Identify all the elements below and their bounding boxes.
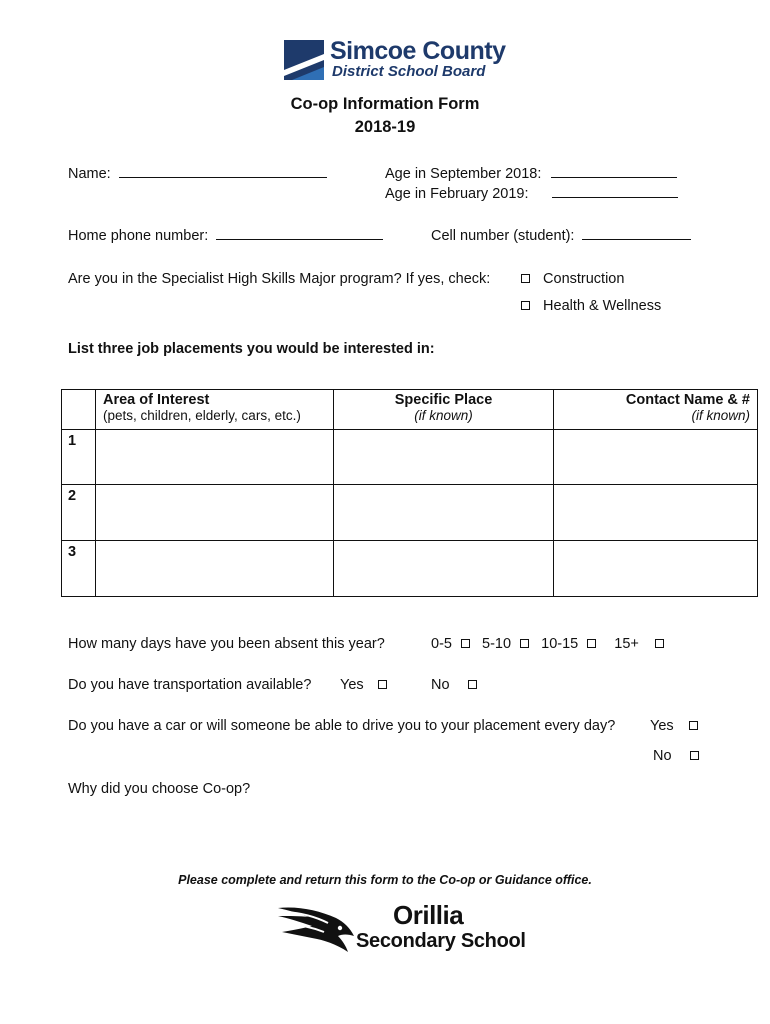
school-name: Orillia xyxy=(393,900,464,930)
area-cell[interactable] xyxy=(96,430,334,485)
construction-checkbox[interactable] xyxy=(521,274,530,283)
contact-cell[interactable] xyxy=(554,541,758,597)
transport-no xyxy=(431,676,477,694)
table-corner-cell xyxy=(62,390,96,430)
car-yes-checkbox[interactable] xyxy=(689,721,698,730)
home-phone-label: Home phone number: xyxy=(68,228,209,244)
place-cell[interactable] xyxy=(334,541,554,597)
health-wellness-checkbox[interactable] xyxy=(521,301,530,310)
shsm-option-construction xyxy=(521,270,624,288)
logo-name: Simcoe County xyxy=(330,37,506,65)
table-row xyxy=(62,430,758,485)
car-question: Do you have a car or will someone be able to drive you to your placement every day? xyxy=(68,718,616,734)
eagle-icon xyxy=(278,904,358,956)
home-phone-row xyxy=(68,225,383,245)
area-header xyxy=(96,390,334,430)
contact-header-title: Contact Name & # xyxy=(625,392,750,408)
table-row xyxy=(62,485,758,541)
placements-table xyxy=(61,389,758,597)
car-no-label: No xyxy=(653,748,672,764)
age-feb-row xyxy=(385,183,678,203)
form-year: 2018-19 xyxy=(354,118,416,136)
absence-option-label: 5-10 xyxy=(482,636,512,652)
absence-options xyxy=(431,635,664,653)
home-phone-field[interactable] xyxy=(216,225,383,240)
absence-question: How many days have you been absent this year? xyxy=(68,636,385,652)
cell-field[interactable] xyxy=(582,225,691,240)
shsm-option-health xyxy=(521,297,661,315)
place-cell[interactable] xyxy=(334,485,554,541)
car-yes xyxy=(650,717,698,735)
why-coop-question: Why did you choose Co-op? xyxy=(68,781,251,797)
area-header-sub: (pets, children, elderly, cars, etc.) xyxy=(103,408,301,423)
placements-heading: List three job placements you would be interested in: xyxy=(68,341,435,357)
transport-question: Do you have transportation available? xyxy=(68,677,312,693)
contact-header xyxy=(554,390,758,430)
name-row xyxy=(68,163,327,183)
age-sept-row xyxy=(385,163,677,183)
why-coop-answer-area[interactable] xyxy=(68,802,698,862)
car-yes-label: Yes xyxy=(650,718,674,734)
age-sept-field[interactable] xyxy=(551,163,677,178)
absence-option-label: 0-5 xyxy=(431,636,452,652)
contact-cell[interactable] xyxy=(554,430,758,485)
district-logo-mark xyxy=(284,40,324,80)
row-number: 3 xyxy=(62,541,96,597)
shsm-question: Are you in the Specialist High Skills Major program? If yes, check: xyxy=(68,271,491,287)
footer-note: Please complete and return this form to the Co-op or Guidance office. xyxy=(178,873,592,887)
transport-yes-label: Yes xyxy=(340,677,364,693)
name-label: Name: xyxy=(68,166,111,182)
health-wellness-label: Health & Wellness xyxy=(543,298,662,314)
transport-yes xyxy=(340,676,387,694)
construction-label: Construction xyxy=(543,271,625,287)
table-row xyxy=(62,541,758,597)
school-subname: Secondary School xyxy=(356,930,526,952)
absence-option-label: 10-15 xyxy=(541,636,579,652)
area-header-title: Area of Interest xyxy=(103,392,210,408)
car-no-checkbox[interactable] xyxy=(690,751,699,760)
cell-label: Cell number (student): xyxy=(431,228,575,244)
absence-option-label: 15+ xyxy=(614,636,639,652)
logo-subname: District School Board xyxy=(332,63,486,80)
name-field[interactable] xyxy=(119,163,327,178)
form-title: Co-op Information Form xyxy=(290,95,480,113)
contact-header-sub: (if known) xyxy=(691,408,750,423)
row-number: 2 xyxy=(62,485,96,541)
cell-row xyxy=(431,225,691,245)
absence-5-10-checkbox[interactable] xyxy=(520,639,529,648)
transport-no-checkbox[interactable] xyxy=(468,680,477,689)
school-logo xyxy=(278,900,526,958)
row-number: 1 xyxy=(62,430,96,485)
absence-0-5-checkbox[interactable] xyxy=(461,639,470,648)
table-header-row xyxy=(62,390,758,430)
age-feb-field[interactable] xyxy=(552,183,678,198)
area-cell[interactable] xyxy=(96,541,334,597)
absence-10-15-checkbox[interactable] xyxy=(587,639,596,648)
contact-cell[interactable] xyxy=(554,485,758,541)
car-no xyxy=(653,747,699,765)
transport-yes-checkbox[interactable] xyxy=(378,680,387,689)
place-header xyxy=(334,390,554,430)
age-sept-label: Age in September 2018: xyxy=(385,166,542,182)
district-logo xyxy=(284,37,506,82)
place-header-title: Specific Place xyxy=(394,392,493,408)
area-cell[interactable] xyxy=(96,485,334,541)
absence-15-plus-checkbox[interactable] xyxy=(655,639,664,648)
transport-no-label: No xyxy=(431,677,450,693)
place-header-sub: (if known) xyxy=(414,408,473,423)
age-feb-label: Age in February 2019: xyxy=(385,186,529,202)
place-cell[interactable] xyxy=(334,430,554,485)
